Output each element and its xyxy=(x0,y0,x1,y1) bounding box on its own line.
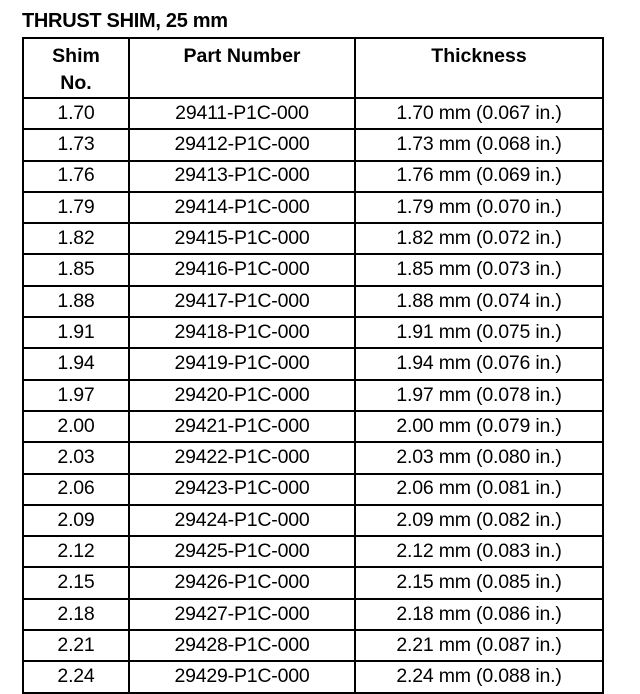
thickness-cell: 2.15 mm (0.085 in.) xyxy=(355,567,603,598)
table-row xyxy=(23,599,603,630)
header-part-number-label: Part Number xyxy=(183,45,301,67)
thrust-shim-table xyxy=(22,37,604,694)
shim-no-cell: 2.09 xyxy=(23,505,129,536)
table-row xyxy=(23,286,603,317)
header-row xyxy=(23,38,603,98)
part-number-cell: 29421-P1C-000 xyxy=(129,411,355,442)
table-row xyxy=(23,411,603,442)
table-row xyxy=(23,630,603,661)
part-number-cell: 29418-P1C-000 xyxy=(129,317,355,348)
part-number-cell: 29413-P1C-000 xyxy=(129,161,355,192)
table-row xyxy=(23,380,603,411)
shim-no-cell: 2.15 xyxy=(23,567,129,598)
header-shim-no xyxy=(23,38,129,98)
table-row xyxy=(23,223,603,254)
table-row xyxy=(23,536,603,567)
shim-no-cell: 2.21 xyxy=(23,630,129,661)
part-number-cell: 29412-P1C-000 xyxy=(129,129,355,160)
header-shim-no-label: Shim No. xyxy=(52,45,100,94)
thickness-cell: 2.00 mm (0.079 in.) xyxy=(355,411,603,442)
header-part-number xyxy=(129,38,355,98)
thickness-cell: 1.97 mm (0.078 in.) xyxy=(355,380,603,411)
shim-no-cell: 2.03 xyxy=(23,442,129,473)
part-number-cell: 29429-P1C-000 xyxy=(129,661,355,692)
shim-no-cell: 1.91 xyxy=(23,317,129,348)
shim-no-cell: 2.18 xyxy=(23,599,129,630)
thickness-cell: 2.21 mm (0.087 in.) xyxy=(355,630,603,661)
table-row xyxy=(23,254,603,285)
thickness-cell: 2.18 mm (0.086 in.) xyxy=(355,599,603,630)
part-number-cell: 29415-P1C-000 xyxy=(129,223,355,254)
part-number-cell: 29427-P1C-000 xyxy=(129,599,355,630)
part-number-cell: 29414-P1C-000 xyxy=(129,192,355,223)
thickness-cell: 1.91 mm (0.075 in.) xyxy=(355,317,603,348)
part-number-cell: 29422-P1C-000 xyxy=(129,442,355,473)
table-row xyxy=(23,192,603,223)
table-row xyxy=(23,98,603,129)
shim-no-cell: 2.00 xyxy=(23,411,129,442)
table-row xyxy=(23,161,603,192)
shim-no-cell: 2.24 xyxy=(23,661,129,692)
table-title: THRUST SHIM, 25 mm xyxy=(22,10,228,32)
table-body xyxy=(23,98,603,693)
shim-no-cell: 1.82 xyxy=(23,223,129,254)
part-number-cell: 29416-P1C-000 xyxy=(129,254,355,285)
shim-no-cell: 1.79 xyxy=(23,192,129,223)
thickness-cell: 2.09 mm (0.082 in.) xyxy=(355,505,603,536)
thickness-cell: 2.12 mm (0.083 in.) xyxy=(355,536,603,567)
header-thickness xyxy=(355,38,603,98)
thickness-cell: 1.85 mm (0.073 in.) xyxy=(355,254,603,285)
shim-no-cell: 1.88 xyxy=(23,286,129,317)
part-number-cell: 29411-P1C-000 xyxy=(129,98,355,129)
shim-no-cell: 2.12 xyxy=(23,536,129,567)
thickness-cell: 2.03 mm (0.080 in.) xyxy=(355,442,603,473)
thickness-cell: 1.70 mm (0.067 in.) xyxy=(355,98,603,129)
table-row xyxy=(23,661,603,692)
thickness-cell: 2.06 mm (0.081 in.) xyxy=(355,474,603,505)
table-row xyxy=(23,442,603,473)
table-row xyxy=(23,348,603,379)
part-number-cell: 29426-P1C-000 xyxy=(129,567,355,598)
thickness-cell: 1.88 mm (0.074 in.) xyxy=(355,286,603,317)
part-number-cell: 29417-P1C-000 xyxy=(129,286,355,317)
part-number-cell: 29424-P1C-000 xyxy=(129,505,355,536)
shim-no-cell: 2.06 xyxy=(23,474,129,505)
shim-no-cell: 1.85 xyxy=(23,254,129,285)
thickness-cell: 1.94 mm (0.076 in.) xyxy=(355,348,603,379)
thickness-cell: 1.82 mm (0.072 in.) xyxy=(355,223,603,254)
shim-no-cell: 1.70 xyxy=(23,98,129,129)
table-row xyxy=(23,505,603,536)
part-number-cell: 29423-P1C-000 xyxy=(129,474,355,505)
table-row xyxy=(23,129,603,160)
thickness-cell: 1.76 mm (0.069 in.) xyxy=(355,161,603,192)
shim-no-cell: 1.94 xyxy=(23,348,129,379)
header-thickness-label: Thickness xyxy=(431,45,527,67)
shim-no-cell: 1.73 xyxy=(23,129,129,160)
part-number-cell: 29425-P1C-000 xyxy=(129,536,355,567)
part-number-cell: 29419-P1C-000 xyxy=(129,348,355,379)
table-row xyxy=(23,474,603,505)
thickness-cell: 1.79 mm (0.070 in.) xyxy=(355,192,603,223)
part-number-cell: 29420-P1C-000 xyxy=(129,380,355,411)
thickness-cell: 2.24 mm (0.088 in.) xyxy=(355,661,603,692)
shim-no-cell: 1.97 xyxy=(23,380,129,411)
part-number-cell: 29428-P1C-000 xyxy=(129,630,355,661)
thickness-cell: 1.73 mm (0.068 in.) xyxy=(355,129,603,160)
table-row xyxy=(23,567,603,598)
table-row xyxy=(23,317,603,348)
shim-no-cell: 1.76 xyxy=(23,161,129,192)
